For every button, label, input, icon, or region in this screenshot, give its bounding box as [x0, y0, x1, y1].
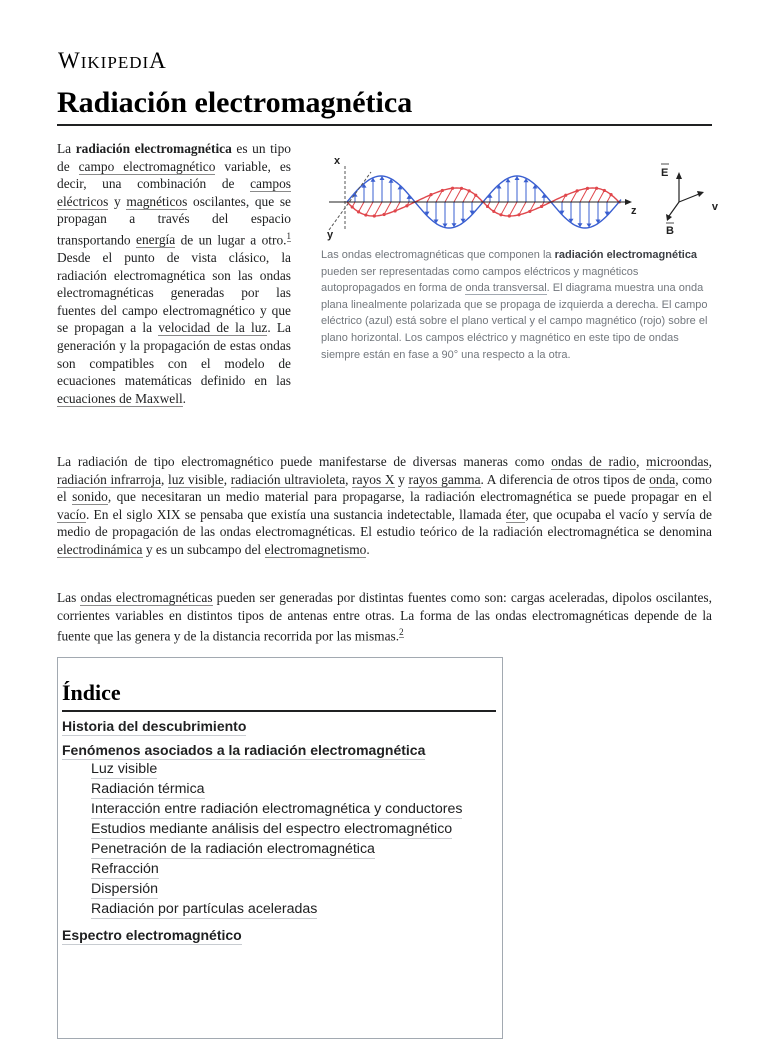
reference-2[interactable]: 2	[399, 627, 404, 638]
vector-v-label: v	[711, 201, 718, 213]
magnetic-field-arrow	[374, 202, 382, 216]
link-rayos-gamma[interactable]: rayos gamma	[408, 471, 481, 487]
link-velocidad-de-la-luz[interactable]: velocidad de la luz	[158, 320, 268, 336]
toc-item-radiacion-termica[interactable]: Radiación térmica	[91, 781, 205, 797]
toc-item-fenomenos[interactable]: Fenómenos asociados a la radiación electromagnética	[62, 742, 426, 758]
table-of-contents	[57, 657, 503, 1039]
link-vacio[interactable]: vacío	[57, 506, 86, 522]
link-eter[interactable]: éter	[505, 506, 526, 522]
toc-title: Índice	[62, 680, 496, 712]
link-energia[interactable]: energía	[136, 232, 176, 248]
link-ondas-electromagneticas[interactable]: ondas electromagnéticas	[80, 590, 213, 605]
link-ecuaciones-de-maxwell[interactable]: ecuaciones de Maxwell	[57, 390, 183, 406]
link-campos-electricos[interactable]: campos eléctricos	[57, 176, 291, 209]
toc-item-particulas-aceleradas[interactable]: Radiación por partículas aceleradas	[91, 901, 318, 917]
link-sonido[interactable]: sonido	[72, 489, 108, 505]
link-microondas[interactable]: microondas	[646, 454, 709, 469]
toc-item-refraccion[interactable]: Refracción	[91, 861, 159, 877]
vector-e-label: E	[661, 167, 669, 179]
axis-z-label: z	[631, 205, 637, 217]
toc-item-interaccion-conductores[interactable]: Interacción entre radiación electromagnética y conductores	[91, 801, 463, 817]
toc-item-dispersion[interactable]: Dispersión	[91, 881, 159, 897]
link-magneticos[interactable]: magnéticos	[126, 193, 188, 209]
magnetic-field-arrow	[589, 188, 597, 202]
figure-caption: Las ondas electromagnéticas que componen la radiación electromagnética pueden ser representadas como campos eléctricos y magnéticos autopropagados en forma de onda transversal. El diagrama muestra una onda plana linealmente polarizada que se propaga de izquierda a derecha. El campo eléctrico (azul) está sobre el plano vertical y el campo magnético (rojo) sobre el plano horizontal. Los campos eléctrico y magnético en este tipo de ondas siempre están en fase a 90° una respecto a la otra.	[321, 249, 708, 361]
vector-b-label: B	[666, 225, 674, 237]
link-luz-visible[interactable]: luz visible	[168, 471, 224, 487]
toc-item-penetracion[interactable]: Penetración de la radiación electromagnética	[91, 841, 375, 857]
magnetic-field-arrow	[366, 202, 373, 215]
y-axis	[329, 172, 371, 230]
link-onda[interactable]: onda	[649, 471, 676, 487]
link-ondas-de-radio[interactable]: ondas de radio	[551, 454, 637, 469]
magnetic-field-arrow	[463, 191, 469, 202]
toc-item-espectro-analisis[interactable]: Estudios mediante análisis del espectro electromagnético	[91, 821, 453, 837]
em-wave-figure[interactable]	[321, 152, 718, 244]
toc-item-historia[interactable]: Historia del descubrimiento	[62, 718, 247, 734]
link-radiacion-ultravioleta[interactable]: radiación ultravioleta	[230, 471, 346, 487]
magnetic-field-arrow	[359, 202, 364, 212]
magnetic-field-arrow	[445, 188, 453, 202]
axis-x-label: x	[334, 155, 341, 167]
toc-item-luz-visible[interactable]: Luz visible	[91, 761, 158, 777]
intro-paragraph: La radiación electromagnética es un tipo de campo electromagnético variable, es decir, una combinación de campos eléctricos y magnéticos oscilantes, que se propagan a través del espacio transportando energía de un lugar a otro.$^1$ Desde el punto de vista clásico, la radiación electromagnética son las ondas electromagnéticas generadas por las fuentes del campo electromagnético y que se propagan a la velocidad de la luz. La generación y la propagación de estas ondas son compatibles con el modelo de ecuaciones matemáticas definido en las ecuaciones de Maxwell.	[57, 141, 292, 406]
link-rayos-x[interactable]: rayos X	[352, 471, 395, 487]
paragraph-2: La radiación de tipo electromagnético puede manifestarse de diversas maneras como ondas de radio, microondas, radiación infrarroja, luz visible, radiación ultravioleta, rayos X y rayos gamma. A diferencia de otros tipos de onda, como el sonido, que necesitaran un medio material para propagarse, la radiación electromagnética se puede propagar en el vacío. En el siglo XIX se pensaba que existía una sustancia indetectable, llamada éter, que ocupaba el vacío y servía de medio de propagación de las ondas electromagnéticas. El estudio teórico de la radiación electromagnética se denomina electrodinámica y es un subcampo del electromagnetismo.	[57, 454, 713, 557]
magnetic-field-arrow	[454, 188, 461, 202]
magnetic-field-arrow	[494, 202, 499, 211]
magnetic-field-arrow	[580, 188, 587, 202]
link-electrodinamica[interactable]: electrodinámica	[57, 541, 143, 557]
link-campo-electromagnetico[interactable]: campo electromagnético	[78, 158, 216, 174]
page-title: Radiación electromagnética	[57, 86, 712, 126]
link-electromagnetismo[interactable]: electromagnetismo	[264, 541, 367, 557]
magnetic-field-arrow	[598, 190, 604, 202]
toc-item-espectro[interactable]: Espectro electromagnético	[62, 927, 242, 943]
link-onda-transversal[interactable]: onda transversal	[465, 282, 547, 295]
axis-y-label: y	[327, 229, 334, 241]
bold-term: radiación electromagnética	[75, 141, 232, 156]
em-wave-diagram	[321, 152, 718, 244]
reference-1[interactable]: 1	[286, 230, 291, 241]
paragraph-3: Las ondas electromagnéticas pueden ser generadas por distintas fuentes como son: cargas aceleradas, dipolos oscilantes, corrientes variables en distintos tipos de antenas entre otras. La forma de las ondas electromagnéticas depende de la fuente que las genera y de la distancia recorrida por las mismas.$^2$	[57, 590, 712, 644]
magnetic-field-arrow	[501, 202, 508, 215]
link-radiacion-infrarroja[interactable]: radiación infrarroja	[57, 471, 162, 487]
magnetic-field-arrow	[509, 202, 517, 216]
wikipedia-logo[interactable]: WIKIPEDIA	[58, 48, 167, 73]
